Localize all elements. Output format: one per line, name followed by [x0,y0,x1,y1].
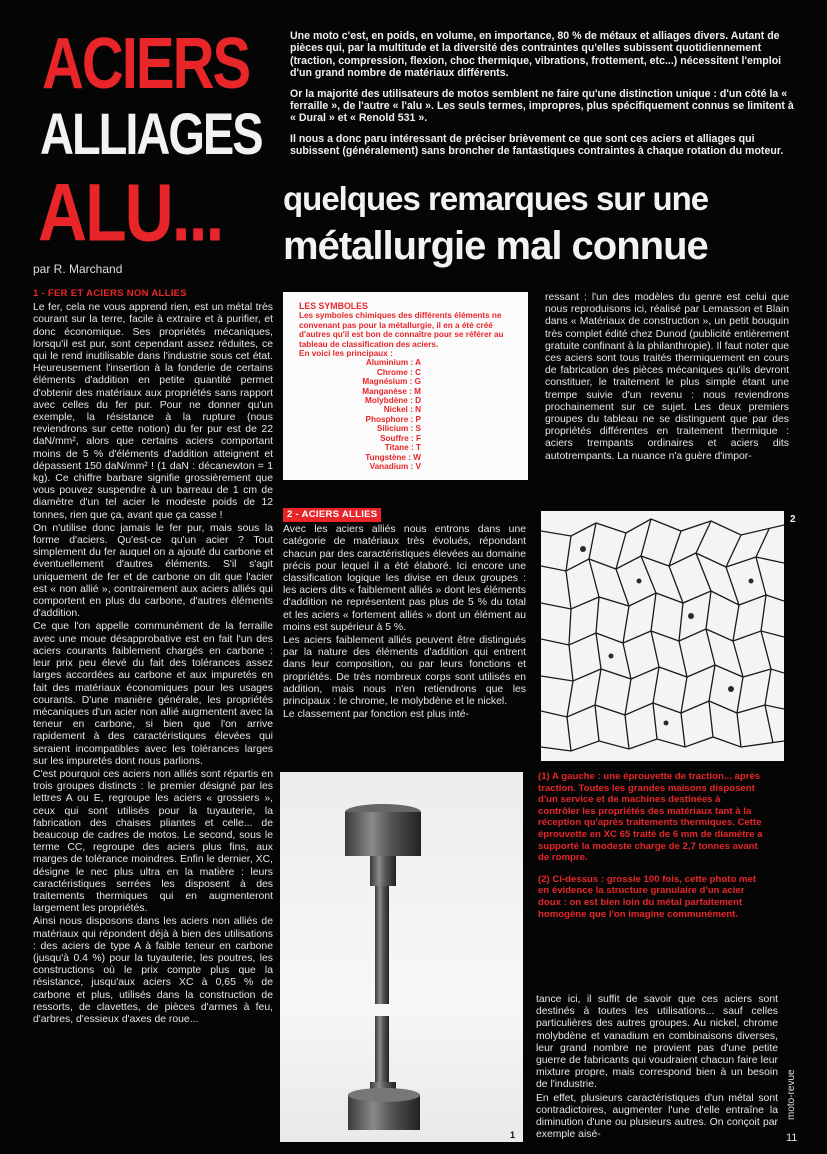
symbol-item: Molybdène : D [365,396,421,406]
fig2-label: 2 [790,514,796,525]
pearlite-dot [609,654,614,659]
photo-tensile-specimen [280,772,523,1142]
intro-paragraph: Une moto c'est, en poids, en volume, en importance, 80 % de métaux et alliages divers. Autant de pièces qui, par la multitude et la diversité des contraintes qu'elles subissent quotidiennement (traction, compression, flexion, choc thermique, vibrations, frottement, etc...) nécessitent l'emploi d'un grand nombre de matériaux différents. [290,30,782,80]
grain-boundary [696,521,715,737]
grain-boundary [756,529,773,743]
photo-microstructure [541,511,784,761]
section2-paragraph: Les aciers faiblement alliés peuvent être distingués par la nature des éléments d'addition qui entrent dans leur composition, ou par leurs fonctions et propriétés. De très nombreux corps sont utilisés en addition, mais nous n'en retiendrons que les principaux : le chrome, le molybdène et le nickel. [283,635,526,708]
title-aciers: ACIERS [42,23,250,105]
symbols-intro: En voici les principaux : [299,349,393,359]
symbol-item: Phosphore : P [365,414,421,424]
col3-bottom [536,994,778,1142]
symbol-item: Tungstène : W [365,452,421,462]
col3-paragraph: tance ici, il suffit de savoir que ces aciers sont destinés à toutes les utilisations... sauf celles particulières des autres groupes. Au nickel, chrome molybdène et vanadium en combinaisons diverses, leur grand nombre ne provient pas d'une petite guerre de fabricants qui voudraient chacun faire leur mixture propre, mais correspond bien à un besoin de l'industrie. [536,994,778,1091]
pearlite-dot [749,579,754,584]
pearlite-dot [688,613,694,619]
magazine-name: moto-revue [786,1069,797,1120]
caption-2: (2) Ci-dessus : grossie 100 fois, cette photo met en évidence la structure granulaire d'un acier doux : on est bien loin du métal parfaitement homogène que l'on imagine communément. [538,873,757,920]
grain-boundary [541,519,784,536]
section2-heading: 2 - ACIERS ALLIES [283,508,381,522]
grain-structure [541,511,784,761]
subtitle-line2: métallurgie mal connue [283,224,708,268]
grain-boundary [541,553,784,571]
section1-heading: 1 - FER ET ACIERS NON ALLIES [33,288,187,299]
section1 [33,288,273,1027]
grain-boundary [541,737,784,751]
section2-paragraph: Le classement par fonction est plus inté- [283,709,469,721]
section1-paragraph: Ainsi nous disposons dans les aciers non alliés de matériaux qui répondent déjà à bien des utilisations : des aciers de type A à faible teneur en carbone (jusqu'à 0.4 %) pour la tuyauterie, les poutres, les constructions où le prix compte plus que la résistance, jusqu'aux aciers XC à 0,65 % de carbone et plus, utilisés dans la construction de ressorts, de clavettes, de pièces d'armes à feu, d'arbres, d'essieux d'axes de roue... [33,916,273,1025]
grain-boundary [541,665,784,681]
section1-paragraph: C'est pourquoi ces aciers non alliés sont répartis en trois groupes distincts : le premier désigné par les lettres A ou E, regroupe les aciers « grossiers », ceux qui sont utilisés pour la tuyauterie, la fabrication des chaises pliantes et celle... de beaucoup de cadres de motos. Le second, sous le terme CC, regroupe des aciers plus fins, aux marges de tolérance moindres. Enfin le dernier, XC, désigne le nec plus ultra en la matière : leurs caractéristiques serrées les disposent à des traitements thermiques qui en augmenteront largement les propriétés. [33,768,273,915]
fig1-label: 1 [510,1130,516,1140]
specimen-bottom-shaft [375,1016,389,1086]
section1-paragraph: Ce que l'on appelle communément de la ferraille avec une moue désapprobative est en fait l'un des aciers courants faiblement chargés en carbone : leur prix peu élevé du fait des tolérances assez larges accordées au carbone et aux impuretés en fait des matériaux économiques pour les usages courants. D'une manière générale, les propriétés mécaniques d'un acier non allié augmentent avec la teneur en carbone, si bien que l'on arrive rapidement à des caractéristiques élevées qui seraient incompatibles avec les tolérances larges sur les impuretés dont nous parlions. [33,621,273,767]
specimen-top-shaft [375,886,389,1004]
intro-paragraph: Or la majorité des utilisateurs de motos semblent ne faire qu'une distinction unique : d'un côté la « ferraille », de l'autre « l'alu ». Les seuls termes, impropres, plus spécifiquement connus se limitent à « Dural » et « Renold 531 ». [290,87,794,125]
specimen-illustration [280,772,523,1142]
caption-1: (1) A gauche : une éprouvette de traction... après traction. Toutes les grandes maisons disposent d'un service et de machines destinées à contrôler les propriétés des matériaux tant à la réception qu'après traitements thermiques. Cette éprouvette en XC 65 traité de 6 mm de diamètre a supporté la modeste charge de 2,7 tonnes avant de rompre. [538,771,763,864]
page-number: 11 [786,1132,798,1144]
symbols-text: Les symboles chimiques des différents éléments ne convenant pas pour la métallurgie, il en a été créé d'autres qu'il est bon de connaître pour se référer au tableau de classification des aciers. [299,311,504,349]
specimen-top-shoulder [345,812,421,856]
grain-boundary [541,629,784,645]
pearlite-dot [664,721,669,726]
section1-paragraph: Le fer, cela ne vous apprend rien, est un métal très courant sur la terre, facile à extraire et à purifier, et donc économique. Ses propriétés mécaniques, lorsqu'il est pur, sont cependant assez réduites, ce qui le rend inutilisable dans l'industrie sous cet état. Heureusement l'insertion à la fonderie de certains éléments d'addition en petite quantité permet d'obtenir des matériaux aux propriétés sans rapport avec celles du fer pur. Pour ne donner qu'un exemple, la résistance à la rupture (nous reviendrons sur cette notion) du fer pur est de 22 daN/mm², alors que certains aciers comportant moins de 5 % d'éléments d'addition atteignent et dépassent 150 daN/mm² ! (1 daN : décanewton = 1 kg). Ce chiffre barbare signifie grossièrement que vous pouvez suspendre à un barreau de 1 cm de diamètre d'un tel acier le modeste poids de 12 tonnes, rien que ça, avant que ça casse ! [33,302,273,521]
symbol-item: Aluminium : A [365,358,421,368]
symbol-item: Manganèse : M [362,386,421,396]
symbol-item: Silicium : S [376,424,421,434]
section2-paragraph: Avec les aciers alliés nous entrons dans une catégorie de matériaux très évolués, répondant chacun par des caractéristiques élevées au domaine précis pour lequel il a été élaboré. Ici encore une classification logique les divise en deux groupes : les aciers dits « faiblement alliés » dont les éléments d'addition ne représentent pas plus de 5 % du total et les aciers « fortement alliés » dont un élément au moins est supérieur à 5 %. [283,524,526,633]
author: par R. Marchand [33,262,123,276]
symbol-item: Chrome : C [376,367,421,377]
title-alliages: ALLIAGES [40,100,262,167]
grain-boundary [641,519,659,739]
specimen-bottom-head [348,1088,420,1102]
intro-paragraph: Il nous a donc paru intéressant de préciser brièvement ce que sont ces aciers et alliages qui subissent (généralement) sans broncher de fantastiques contraintes à chaque rotation du moteur. [290,132,784,158]
symbol-item: Magnésium : G [362,377,421,387]
symbol-item: Nickel : N [383,405,421,415]
grain-boundary [589,523,601,741]
pearlite-dot [580,546,586,552]
symbol-item: Vanadium : V [369,461,421,471]
grain-boundary [541,591,784,609]
pearlite-dot [637,579,642,584]
section2 [283,508,526,722]
specimen-top-neck [370,856,396,886]
symbols-heading: LES SYMBOLES [299,301,368,311]
intro [290,30,795,166]
captions [538,771,763,930]
symbol-item: Titane : T [384,443,421,453]
symbol-item: Souffre : F [380,433,421,443]
pearlite-dot [728,686,734,692]
subtitle-line1: quelques remarques sur une [283,180,709,217]
col3-top: ressant : l'un des modèles du genre est celui que nous reproduisons ici, réalisé par Lemasson et Blain dans « Matériaux de construction », un petit bouquin très complet édité chez Dunod (publicité entièrement gratuite confinant à la philanthropie). Il faut noter que ces aciers sont tous traités thermiquement en cours de fabrication des pièces mécaniques qu'ils devront constituer, le traitement le plus simple étant une trempe suivie d'un revenu : nous reviendrons prochainement sur ce sujet. Les deux premiers groupes du tableau ne se distinguent que par des propriétés différentes en traitement thermique : aciers trempants ordinaires et aciers dits autotrempants. La nuance n'a guère d'impor- [545,292,789,462]
symbols-list [299,358,421,471]
col3-paragraph: En effet, plusieurs caractéristiques d'un métal sont contradictoires, augmenter l'une d'elle entraîne la diminution d'une ou plusieurs autres. On conçoit par exemple aisé- [536,1092,778,1141]
symbols-box [283,292,528,480]
grain-boundary [541,701,784,717]
section1-paragraph: On n'utilise donc jamais le fer pur, mais sous la forme d'aciers. Qu'est-ce qu'un acier ? Tout simplement du fer auquel on a ajouté du carbone et éventuellement d'autres éléments. S'il s'agit uniquement de fer et de carbone on dit que l'acier est « non allié », contrairement aux aciers alliés qui comportent en plus du carbone, d'autres éléments d'addition. [33,522,273,620]
title-alu: ALU... [38,167,223,259]
